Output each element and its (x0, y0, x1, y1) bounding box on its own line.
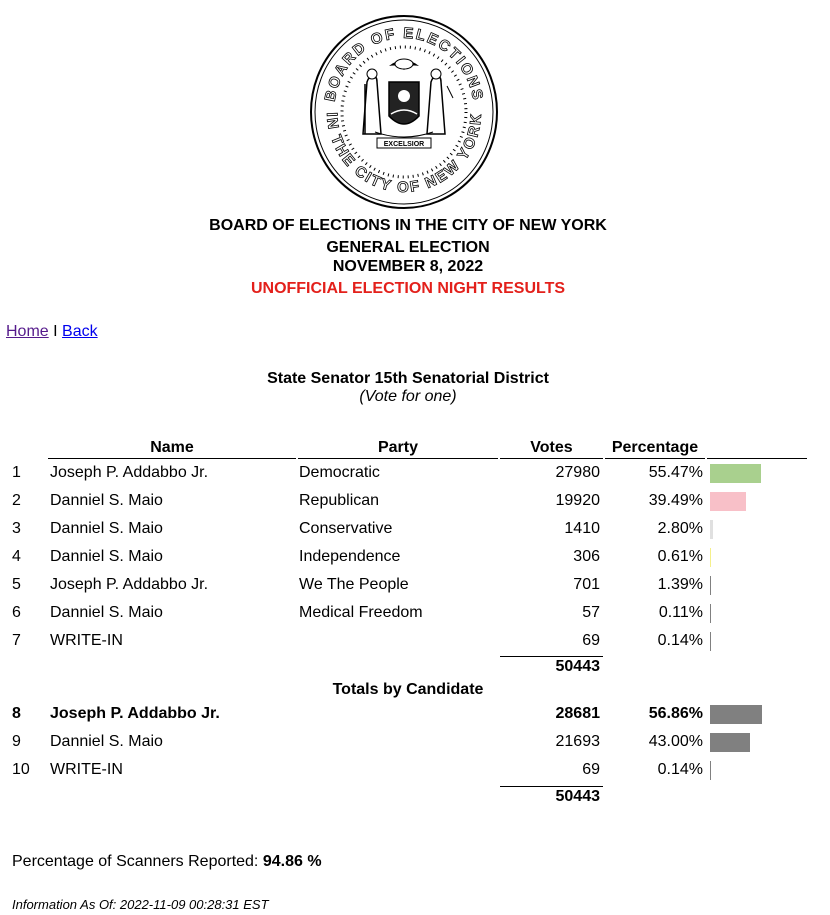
percentage-bar (710, 733, 750, 752)
candidate-name: Danniel S. Maio (50, 733, 163, 750)
table-row (0, 728, 816, 756)
header-election-type: GENERAL ELECTION (326, 239, 490, 256)
percentage-bar (710, 492, 746, 511)
percentage-bar (710, 604, 711, 623)
nav-links (6, 322, 98, 341)
vote-percentage: 0.61% (657, 548, 703, 565)
total-votes: 50443 (555, 658, 600, 675)
percentage-bar (710, 548, 711, 567)
vote-count: 57 (582, 604, 600, 621)
nav-separator: I (53, 323, 58, 340)
row-number: 2 (12, 492, 21, 509)
vote-count: 21693 (555, 733, 600, 750)
table-row (0, 571, 816, 599)
scanners-reported (12, 853, 322, 871)
party-name: Conservative (299, 520, 393, 537)
candidate-name: Joseph P. Addabbo Jr. (50, 705, 220, 722)
table-row (0, 756, 816, 784)
vote-percentage: 2.80% (657, 520, 703, 537)
grand-total-divider (500, 786, 603, 787)
candidate-name: Danniel S. Maio (50, 492, 163, 509)
column-header-name: Name (48, 439, 296, 459)
column-header-party: Party (298, 439, 498, 459)
header-election-date: NOVEMBER 8, 2022 (332, 258, 484, 275)
vote-count: 27980 (555, 464, 600, 481)
total-divider (500, 656, 603, 657)
party-name: Republican (299, 492, 380, 509)
column-header-bar (707, 439, 807, 459)
column-header-votes: Votes (500, 439, 603, 459)
percentage-bar (710, 705, 762, 724)
header-unofficial-results: UNOFFICIAL ELECTION NIGHT RESULTS (250, 280, 566, 297)
vote-percentage: 43.00% (648, 733, 703, 750)
party-name: Medical Freedom (299, 604, 423, 621)
row-number: 5 (12, 576, 21, 593)
percentage-bar (710, 520, 713, 539)
vote-percentage: 0.11% (658, 604, 703, 621)
table-row (0, 543, 816, 571)
party-name: Democratic (299, 464, 380, 481)
vote-percentage: 0.14% (657, 761, 703, 778)
row-number: 4 (12, 548, 21, 565)
seal-motto: EXCELSIOR (383, 141, 425, 148)
row-number: 8 (12, 705, 21, 722)
candidate-name: Danniel S. Maio (50, 548, 163, 565)
back-link[interactable]: Back (62, 323, 98, 340)
race-subtitle: (Vote for one) (359, 388, 457, 405)
table-row (0, 700, 816, 728)
candidate-name: Danniel S. Maio (50, 520, 163, 537)
scanners-label: Percentage of Scanners Reported: (12, 853, 259, 870)
percentage-bar (710, 632, 711, 651)
party-name: Independence (299, 548, 401, 565)
vote-count: 306 (573, 548, 600, 565)
home-link[interactable]: Home (6, 323, 49, 340)
vote-count: 1410 (564, 520, 600, 537)
table-row (0, 599, 816, 627)
percentage-bar (710, 576, 711, 595)
grand-total-votes: 50443 (555, 788, 600, 805)
candidate-name: Joseph P. Addabbo Jr. (50, 464, 209, 481)
vote-count: 69 (582, 761, 600, 778)
candidate-name: WRITE-IN (50, 632, 123, 649)
percentage-bar (710, 464, 761, 483)
seal-outer-text: BOARD OF ELECTIONS (321, 24, 487, 103)
candidate-name: Joseph P. Addabbo Jr. (50, 576, 209, 593)
table-row (0, 627, 816, 655)
row-number: 10 (12, 761, 30, 778)
table-row (0, 515, 816, 543)
scanners-value: 94.86 % (262, 853, 322, 870)
vote-percentage: 0.14% (657, 632, 703, 649)
seal-inner-text: IN THE CITY OF NEW YORK (322, 111, 486, 197)
vote-percentage: 39.49% (648, 492, 703, 509)
vote-count: 28681 (555, 705, 600, 722)
candidate-name: WRITE-IN (50, 761, 123, 778)
row-number: 9 (12, 733, 21, 750)
vote-percentage: 1.39% (657, 576, 703, 593)
info-timestamp: Information As Of: 2022-11-09 00:28:31 EST (12, 897, 269, 912)
row-number: 1 (12, 464, 21, 481)
totals-by-candidate-heading: Totals by Candidate (332, 681, 484, 698)
row-number: 3 (12, 520, 21, 537)
table-row (0, 459, 816, 487)
vote-percentage: 55.47% (648, 464, 703, 481)
vote-count: 701 (573, 576, 600, 593)
column-header-percentage: Percentage (605, 439, 705, 459)
vote-count: 19920 (555, 492, 600, 509)
percentage-bar (710, 761, 711, 780)
row-number: 6 (12, 604, 21, 621)
board-of-elections-seal (309, 14, 499, 210)
candidate-name: Danniel S. Maio (50, 604, 163, 621)
row-number: 7 (12, 632, 21, 649)
table-row (0, 487, 816, 515)
vote-percentage: 56.86% (648, 705, 703, 722)
header-board-name: BOARD OF ELECTIONS IN THE CITY OF NEW YORK (209, 217, 607, 234)
race-title: State Senator 15th Senatorial District (267, 370, 549, 387)
vote-count: 69 (582, 632, 600, 649)
party-name: We The People (299, 576, 409, 593)
